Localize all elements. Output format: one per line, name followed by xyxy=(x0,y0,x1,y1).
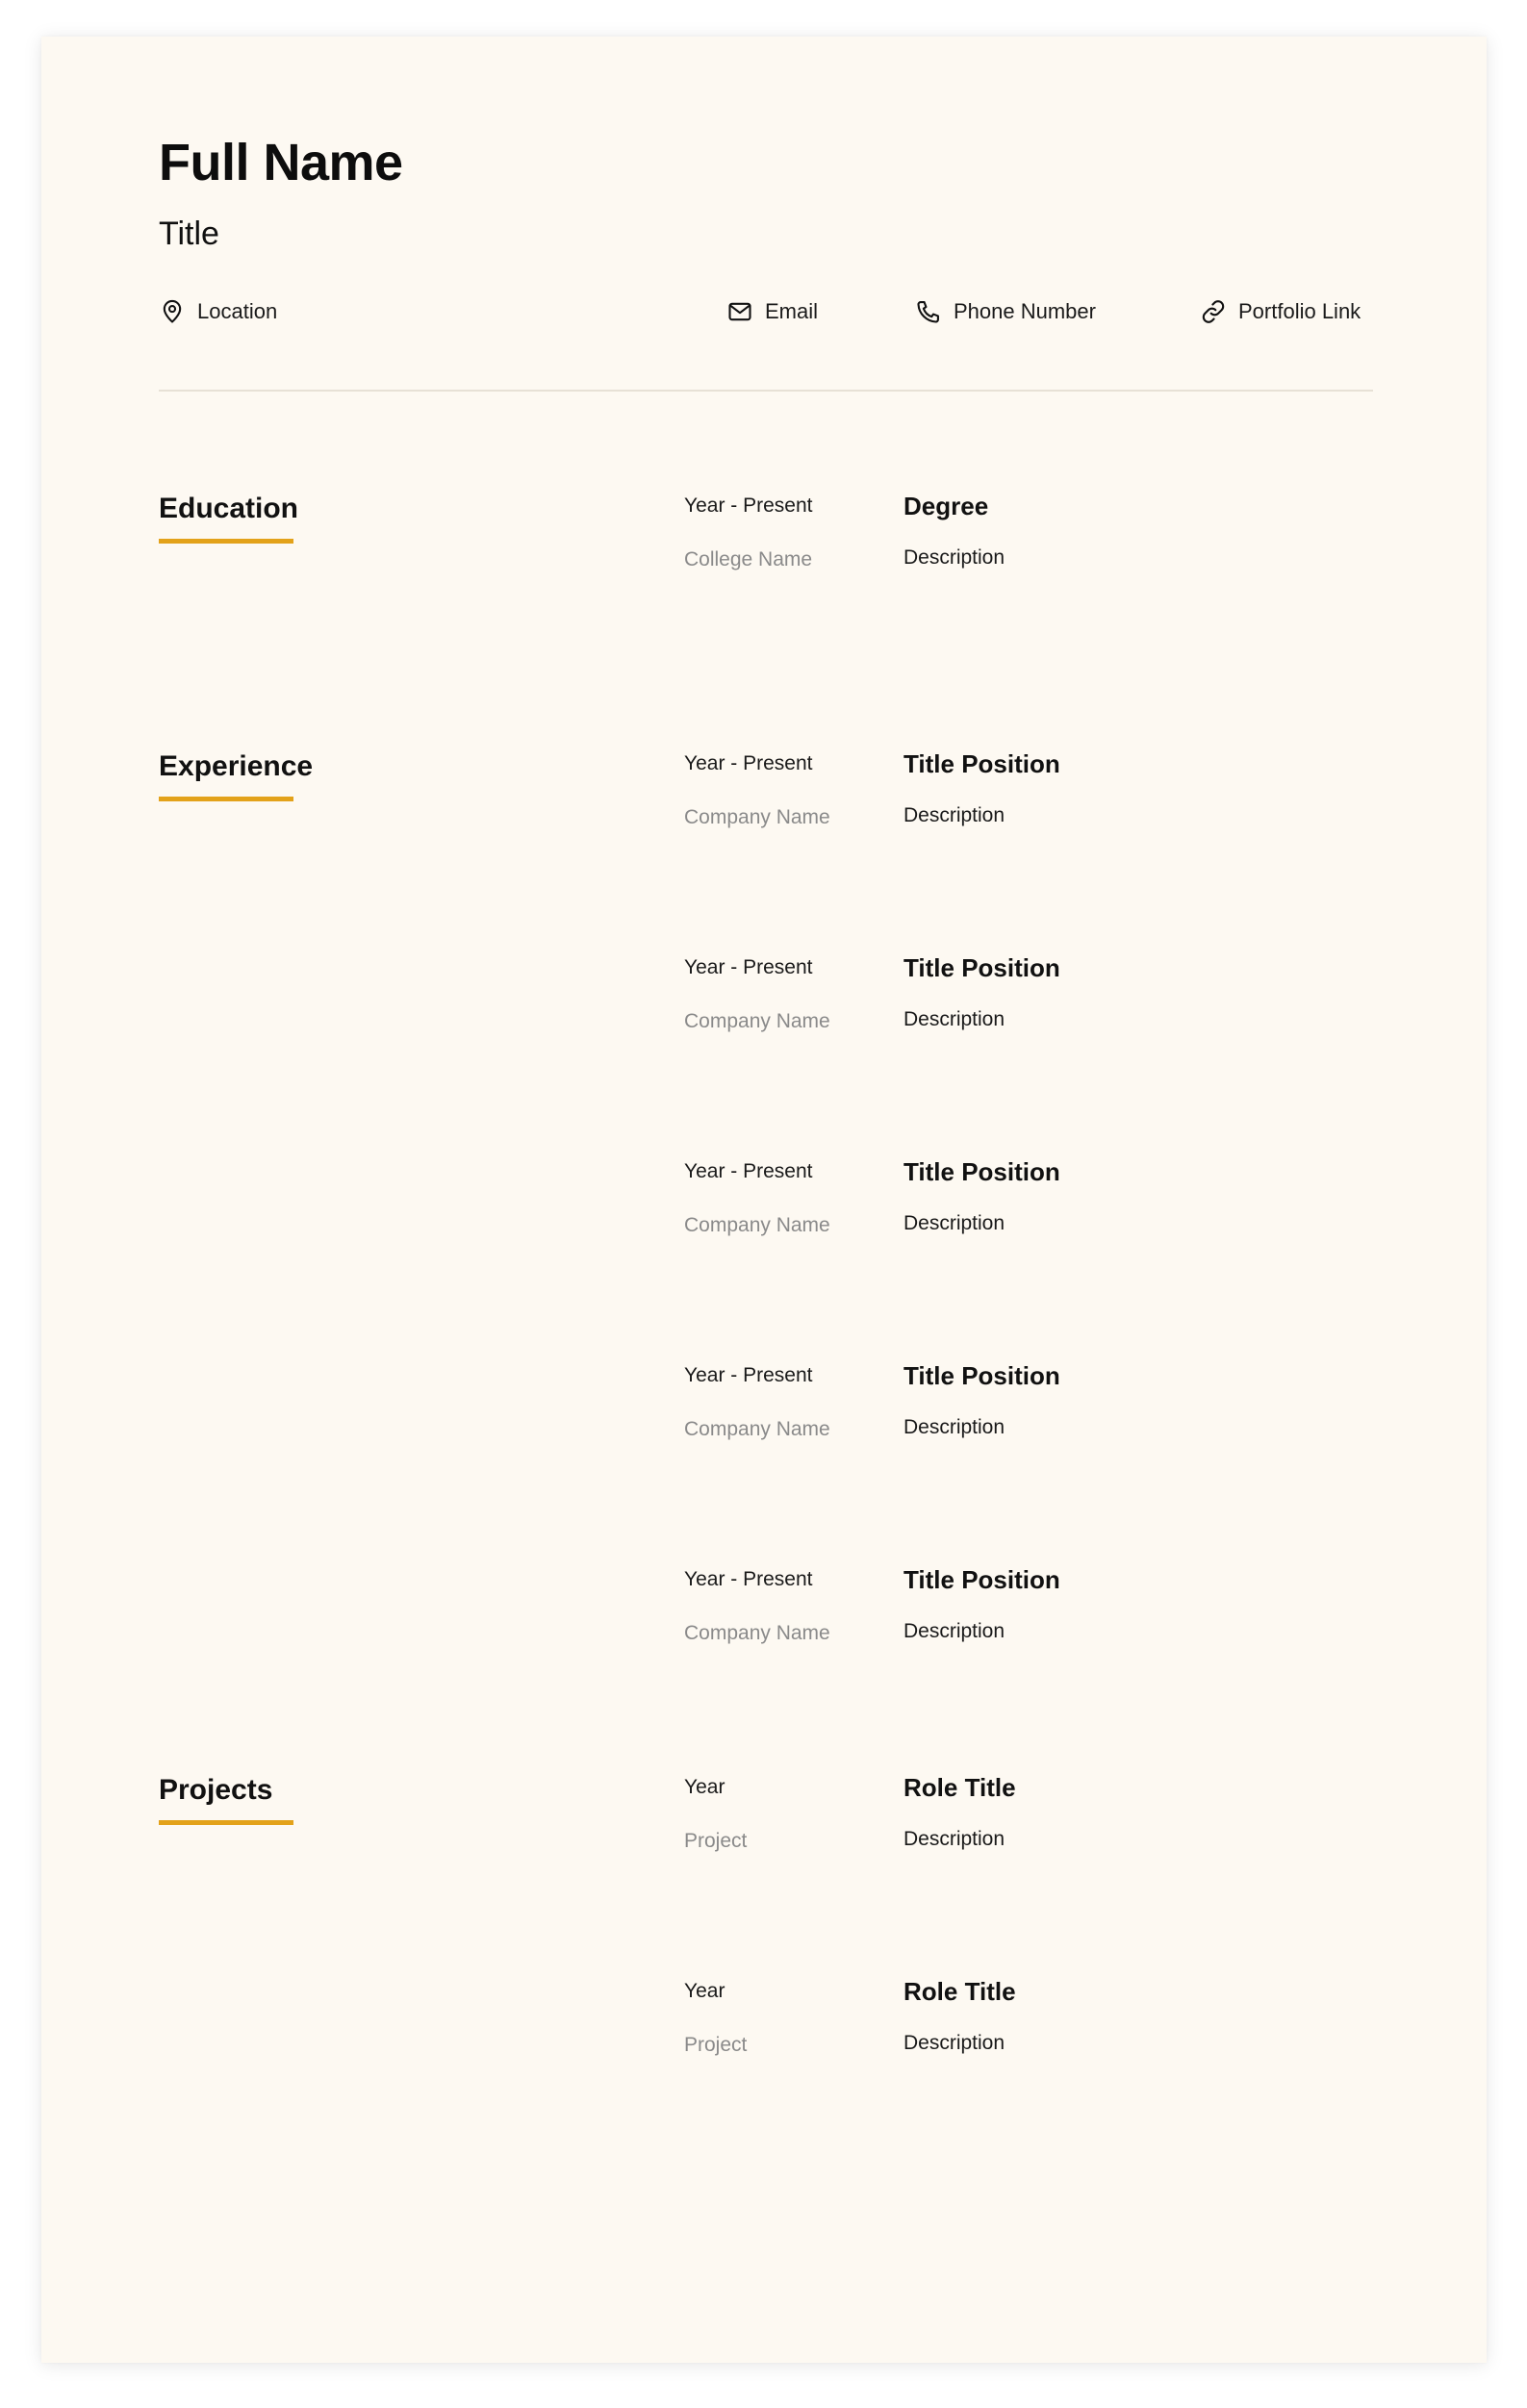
contact-portfolio[interactable] xyxy=(1200,294,1361,329)
envelope-icon xyxy=(726,298,753,325)
experience-entry xyxy=(684,953,1358,1044)
contact-location xyxy=(159,294,277,329)
education-heading: Education xyxy=(159,493,299,524)
project-entry xyxy=(684,1773,1358,1863)
contact-email[interactable] xyxy=(726,294,818,329)
phone-icon xyxy=(915,298,942,325)
job-title: Title xyxy=(159,215,219,252)
entry-company: Company Name xyxy=(684,1214,830,1236)
entry-position: Title Position xyxy=(903,1565,1060,1594)
experience-underline xyxy=(159,797,293,801)
entry-role: Role Title xyxy=(903,1977,1016,2006)
location-label: Location xyxy=(197,299,278,323)
projects-heading: Projects xyxy=(159,1774,273,1806)
entry-description: Description xyxy=(903,2032,1005,2054)
phone-label: Phone Number xyxy=(954,299,1096,323)
entry-company: Company Name xyxy=(684,1418,830,1440)
experience-entry xyxy=(684,1361,1358,1452)
entry-date: Year xyxy=(684,1980,725,2002)
link-icon xyxy=(1200,298,1227,325)
map-pin-icon xyxy=(159,298,186,325)
header-divider xyxy=(159,390,1373,392)
entry-date: Year - Present xyxy=(684,752,813,774)
entry-description: Description xyxy=(903,804,1005,826)
entry-description: Description xyxy=(903,546,1005,569)
education-underline xyxy=(159,539,293,544)
entry-degree: Degree xyxy=(903,492,989,520)
entry-college: College Name xyxy=(684,548,813,570)
projects-underline xyxy=(159,1820,293,1825)
entry-description: Description xyxy=(903,1828,1005,1850)
entry-date: Year - Present xyxy=(684,1568,813,1590)
entry-company: Company Name xyxy=(684,806,830,828)
education-entry xyxy=(684,492,1358,582)
entry-position: Title Position xyxy=(903,1157,1060,1186)
entry-company: Company Name xyxy=(684,1010,830,1032)
entry-project: Project xyxy=(684,1830,748,1852)
entry-company: Company Name xyxy=(684,1622,830,1644)
email-label: Email xyxy=(765,299,819,323)
entry-position: Title Position xyxy=(903,953,1060,982)
experience-entry xyxy=(684,749,1358,840)
experience-heading: Experience xyxy=(159,750,314,782)
entry-date: Year - Present xyxy=(684,1364,813,1386)
entry-description: Description xyxy=(903,1008,1005,1030)
entry-position: Title Position xyxy=(903,1361,1060,1390)
entry-position: Title Position xyxy=(903,749,1060,778)
entry-date: Year - Present xyxy=(684,494,813,517)
entry-description: Description xyxy=(903,1212,1005,1234)
entry-description: Description xyxy=(903,1416,1005,1438)
contact-phone[interactable] xyxy=(915,294,1096,329)
full-name: Full Name xyxy=(159,134,403,191)
entry-date: Year - Present xyxy=(684,956,813,978)
portfolio-label: Portfolio Link xyxy=(1238,299,1362,323)
entry-description: Description xyxy=(903,1620,1005,1642)
entry-date: Year xyxy=(684,1776,725,1798)
entry-role: Role Title xyxy=(903,1773,1016,1802)
entry-project: Project xyxy=(684,2034,748,2056)
project-entry xyxy=(684,1977,1358,2067)
resume-page xyxy=(41,37,1487,2363)
entry-date: Year - Present xyxy=(684,1160,813,1182)
experience-entry xyxy=(684,1565,1358,1656)
experience-entry xyxy=(684,1157,1358,1248)
